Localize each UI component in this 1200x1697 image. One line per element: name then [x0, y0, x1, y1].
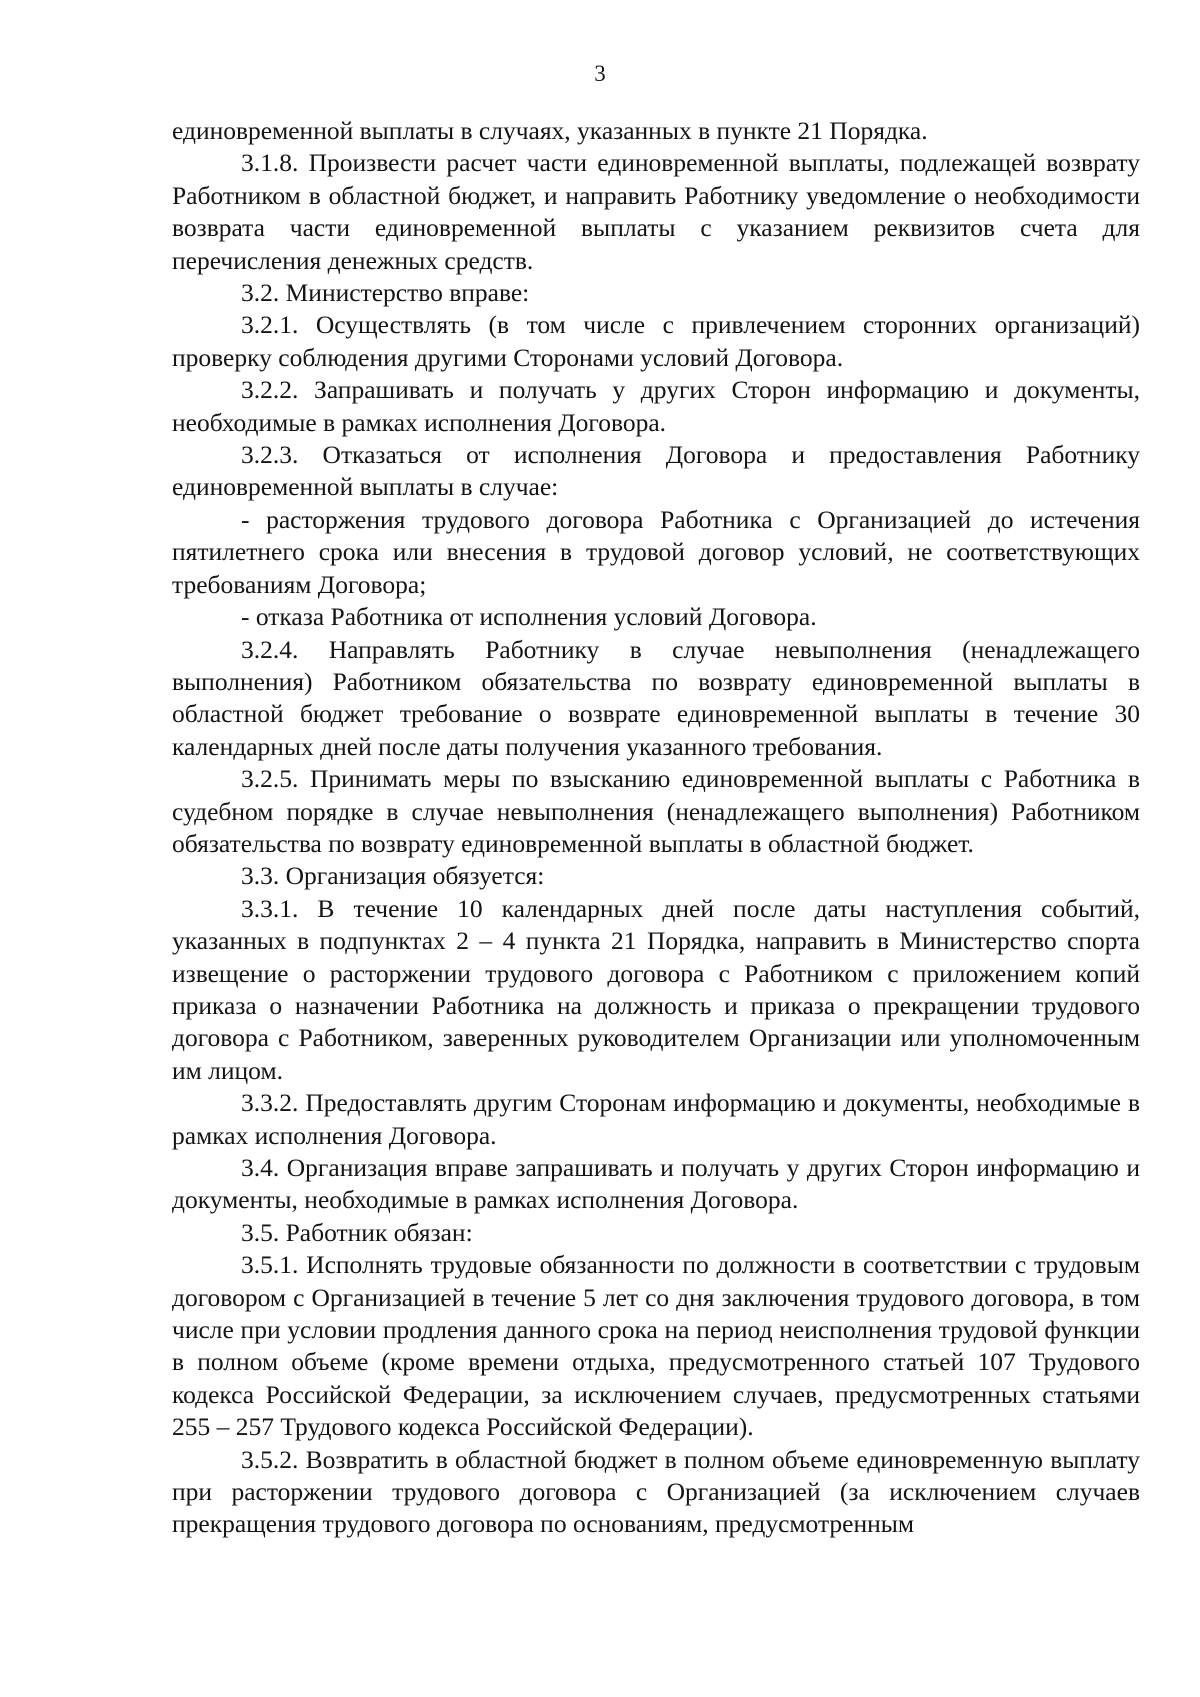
paragraph: 3.2.3. Отказаться от исполнения Договора и предоставления Работнику единовременной выплаты в случае: — [172, 440, 1140, 502]
paragraph: 3.3. Организация обязуется: — [241, 861, 545, 891]
document-body — [172, 115, 1140, 1541]
paragraph: 3.5. Работник обязан: — [241, 1217, 473, 1247]
paragraph: 3.2.2. Запрашивать и получать у других Сторон информацию и документы, необходимые в рамках исполнения Договора. — [172, 375, 1140, 437]
paragraph: единовременной выплаты в случаях, указанных в пункте 21 Порядка. — [172, 116, 928, 145]
paragraph: 3.2.1. Осуществлять (в том числе с привлечением сторонних организаций) проверку соблюдения другими Сторонами условий Договора. — [172, 310, 1140, 372]
paragraph: 3.5.1. Исполнять трудовые обязанности по должности в соответствии с трудовым договором с Организацией в течение 5 лет со дня заключения трудового договора, в том числе при условии продления данного срока на период неисполнения трудовой функции в полном объеме (кроме времени отдыха, предусмотренного статьей 107 Трудового кодекса Российской Федерации, за исключением случаев, предусмотренных статьями 255 – 257 Трудового кодекса Российской Федерации). — [172, 1250, 1140, 1442]
paragraph: - расторжения трудового договора Работника с Организацией до истечения пятилетнего срока или внесения в трудовой договор условий, не соответствующих требованиям Договора; — [172, 504, 1140, 599]
paragraph: 3.2.5. Принимать меры по взысканию единовременной выплаты с Работника в судебном порядке в случае невыполнения (ненадлежащего выполнения) Работником обязательства по возврату единовременной выплаты в областной бюджет. — [172, 764, 1140, 858]
paragraph: 3.3.1. В течение 10 календарных дней после даты наступления событий, указанных в подпунктах 2 – 4 пункта 21 Порядка, направить в Министерство спорта извещение о расторжении трудового договора с Работником с приложением копий приказа о назначении Работника на должность и приказа о прекращении трудового договора с Работником, заверенных руководителем Организации или уполномоченным им лицом. — [172, 893, 1140, 1085]
paragraph: 3.2.4. Направлять Работнику в случае невыполнения (ненадлежащего выполнения) Работником обязательства по возврату единовременной выплаты в областной бюджет требование о возврате единовременной выплаты в течение 30 календарных дней после даты получения указанного требования. — [172, 634, 1140, 761]
paragraph: 3.3.2. Предоставлять другим Сторонам информацию и документы, необходимые в рамках исполнения Договора. — [172, 1088, 1140, 1150]
paragraph: - отказа Работника от исполнения условий Договора. — [241, 602, 817, 632]
page-number: 3 — [594, 61, 606, 86]
paragraph: 3.2. Министерство вправе: — [241, 278, 530, 308]
paragraph: 3.5.2. Возвратить в областной бюджет в полном объеме единовременную выплату при расторжении трудового договора с Организацией (за исключением случаев прекращения трудового договора по основаниям, предусмотренным — [172, 1444, 1140, 1539]
paragraph: 3.1.8. Произвести расчет части единовременной выплаты, подлежащей возврату Работником в областной бюджет, и направить Работнику уведомление о необходимости возврата части единовременной выплаты с указанием реквизитов счета для перечисления денежных средств. — [172, 148, 1140, 275]
paragraph: 3.4. Организация вправе запрашивать и получать у других Сторон информацию и документы, необходимые в рамках исполнения Договора. — [172, 1153, 1140, 1215]
